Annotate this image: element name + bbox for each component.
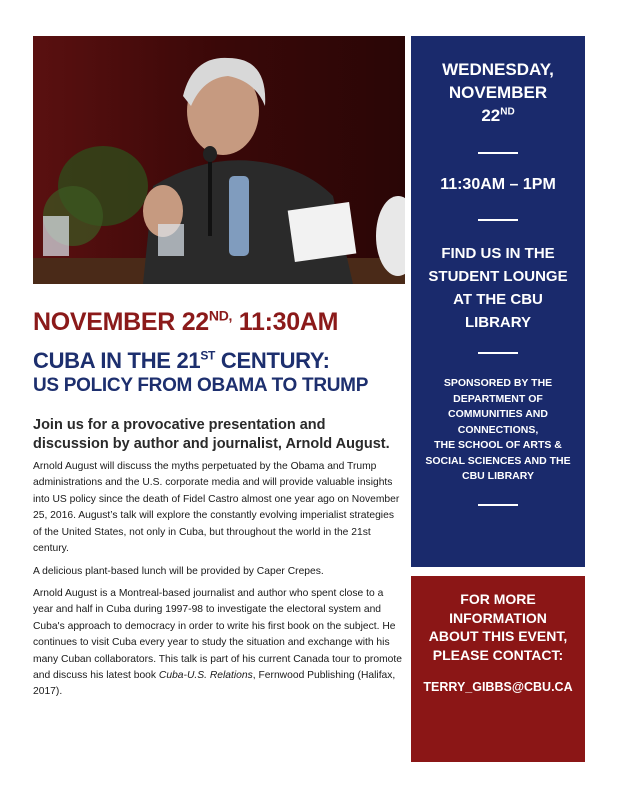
location-line: AT THE CBU: [453, 291, 543, 308]
lunch-paragraph: A delicious plant-based lunch will be provided by Caper Crepes.: [33, 566, 324, 577]
panel-day: [411, 104, 585, 127]
divider: [478, 352, 518, 354]
title-suffix: CENTURY:: [215, 348, 330, 373]
talk-title-line1: [33, 348, 405, 374]
panel-weekday: WEDNESDAY,: [442, 60, 554, 79]
contact-line: PLEASE CONTACT:: [432, 646, 564, 663]
panel-day-number: 22: [481, 106, 501, 125]
sponsor-line: DEPARTMENT OF: [453, 392, 543, 405]
location-line: LIBRARY: [464, 314, 532, 331]
lead-paragraph: Join us for a provocative presentation and discussion by author and journalist, Arnold August.: [33, 417, 390, 452]
event-details-panel: [411, 36, 585, 567]
sponsor-line: CBU LIBRARY: [462, 470, 534, 482]
contact-line: INFORMATION: [449, 609, 547, 626]
contact-line: ABOUT THIS EVENT,: [428, 628, 568, 644]
panel-time: 11:30AM – 1PM: [440, 176, 556, 193]
event-date-headline: [33, 308, 405, 337]
divider: [478, 219, 518, 221]
title-ordinal: ST: [200, 348, 216, 363]
panel-date: [411, 58, 585, 127]
location-line: FIND US IN THE: [441, 245, 555, 262]
divider: [478, 152, 518, 154]
sponsor-line: COMMUNITIES AND: [448, 408, 548, 420]
panel-day-ordinal: ND: [500, 106, 515, 118]
description-paragraph: Arnold August will discuss the myths perpetuated by the Obama and Trump administrations and the U.S. corporate media and will provide valuable insights into US policy since the death of Fidel Castro almost one year ago on November 25, 2016. August’s talk will explore the constantly evolving imperialist strategies of the United States, not only in Cuba, but throughout the world in the 21st century.: [33, 461, 400, 555]
title-prefix: CUBA IN THE 21: [33, 348, 201, 373]
bio-paragraph: [33, 586, 405, 701]
time-text: 11:30AM: [232, 308, 339, 336]
panel-sponsors: [411, 376, 585, 485]
bio-text: Arnold August is a Montreal-based journalist and author who spent close to a year and half in Cuba during 1997-98 to investigate the electoral system and Cuba's approach to democracy in order to write his first book on the subject. He continues to visit Cuba every year to study the situation and exchange with his many Cuban collaborators. This talk is part of his current Canada tour to promote and discuss his latest book: [33, 588, 402, 682]
location-line: STUDENT LOUNGE: [428, 268, 568, 285]
panel-month: NOVEMBER: [448, 83, 548, 102]
talk-title-line2: US POLICY FROM OBAMA TO TRUMP: [33, 375, 369, 396]
sponsor-line: SPONSORED BY THE: [443, 377, 553, 389]
sponsor-line: CONNECTIONS,: [457, 423, 539, 436]
speaker-photo: [33, 36, 405, 284]
panel-location: [411, 242, 585, 334]
sponsor-line: SOCIAL SCIENCES AND THE: [425, 454, 571, 467]
date-text: NOVEMBER 22: [33, 308, 209, 336]
date-ordinal: ND,: [208, 307, 233, 324]
sponsor-line: THE SCHOOL OF ARTS &: [434, 439, 562, 451]
contact-heading: [411, 590, 585, 664]
book-title: Cuba-U.S. Relations: [158, 670, 253, 682]
contact-email-link[interactable]: TERRY_GIBBS@CBU.CA: [423, 680, 573, 694]
divider: [478, 504, 518, 506]
contact-line: FOR MORE: [460, 591, 536, 607]
contact-panel: [411, 576, 585, 762]
bio-text-end: , Fernwood Publishing (Halifax, 2017).: [33, 670, 396, 698]
